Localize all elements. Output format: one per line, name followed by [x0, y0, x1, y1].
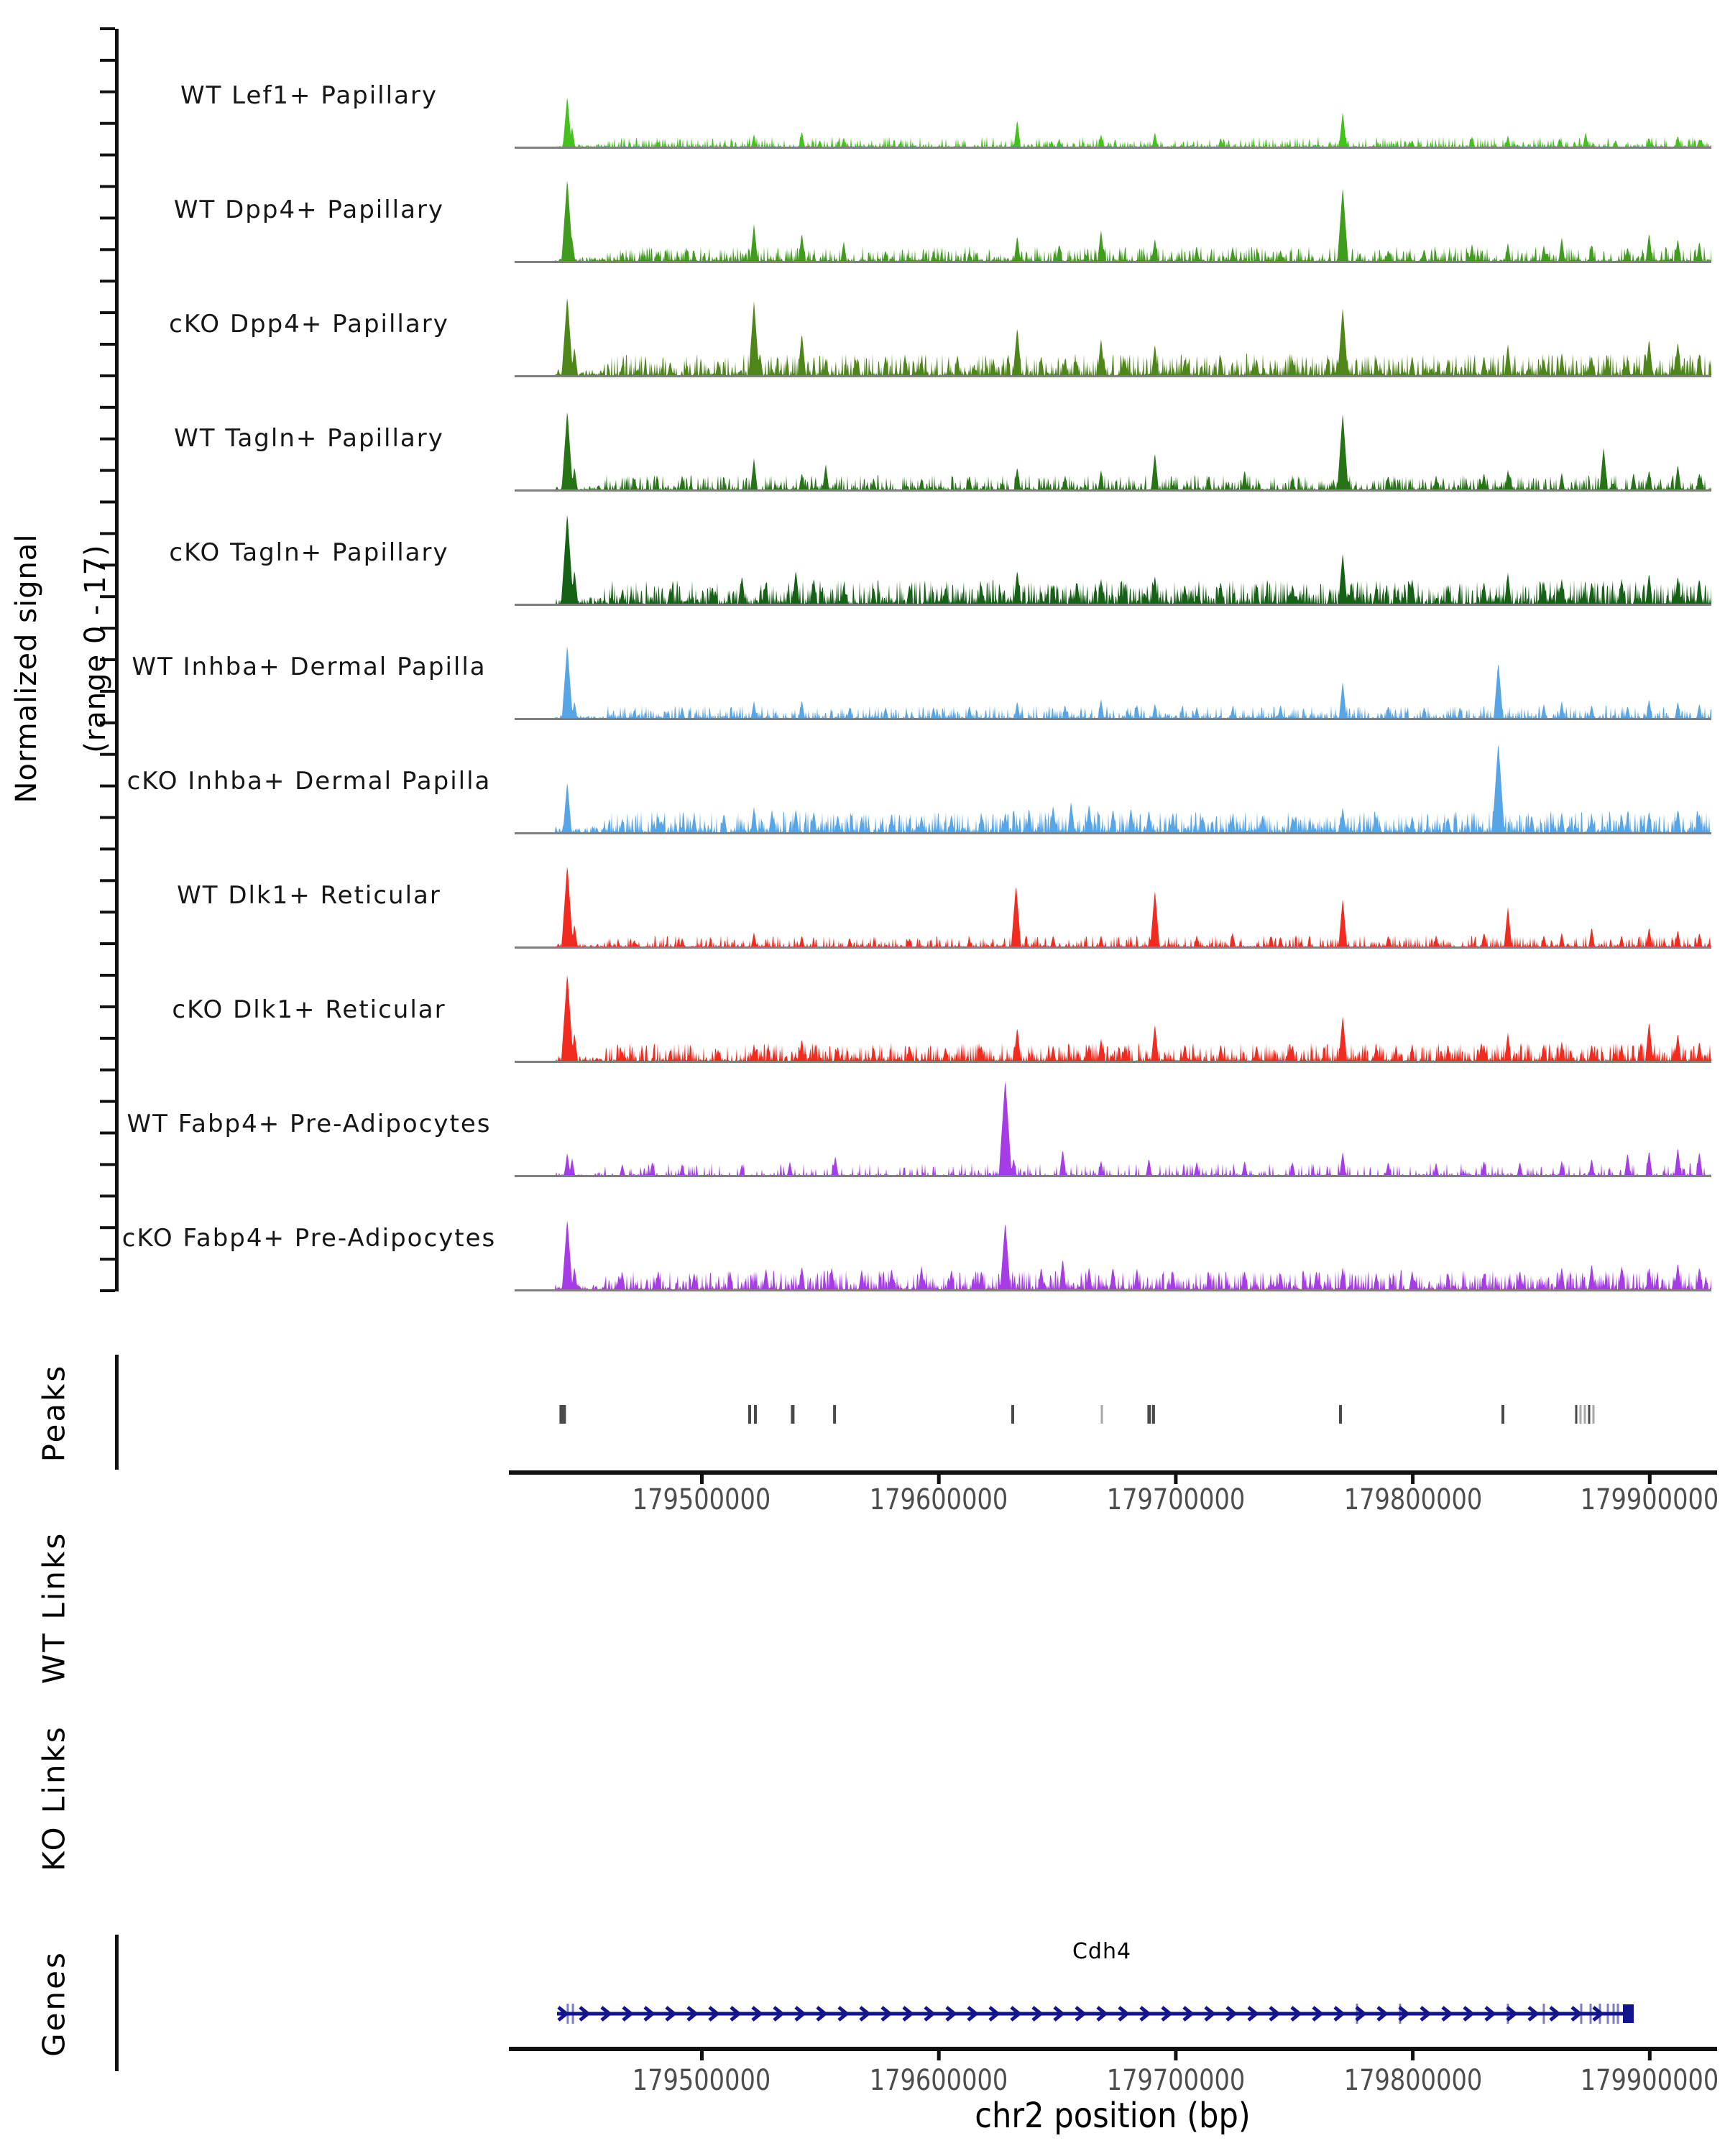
signal-area: [515, 745, 1711, 833]
gene-exon-tick: [1590, 2004, 1592, 2024]
signal-axis-tick: [100, 974, 115, 977]
axis2-tick-179800000: 179800000: [1343, 2064, 1482, 2097]
axis1-tick-179900000: 179900000: [1581, 1483, 1719, 1516]
track-label-cko-inhba-dp: cKO Inhba+ Dermal Papilla: [126, 767, 492, 796]
x-axis-title: chr2 position (bp): [975, 2096, 1251, 2136]
signal-axis-tick: [100, 816, 115, 819]
track-baseline: [515, 261, 1711, 263]
signal-axis-tick: [100, 1163, 115, 1166]
signal-area: [515, 975, 1711, 1061]
signal-area: [515, 298, 1711, 377]
gene-end-block: [1623, 2004, 1634, 2023]
axis1-tick-179700000: 179700000: [1106, 1483, 1246, 1516]
track-label-wt-lef1-papillary: WT Lef1+ Papillary: [180, 81, 438, 110]
peak-mark: [1588, 1405, 1591, 1424]
track-baseline: [515, 946, 1711, 949]
peak-mark: [1501, 1405, 1504, 1424]
gene-exon-tick: [1607, 2004, 1609, 2024]
x-axis2-tick: [1174, 2051, 1177, 2060]
signal-area: [515, 515, 1711, 604]
signal-axis-tick: [100, 343, 115, 346]
y-axis-label-line2: (range 0 - 17): [79, 544, 112, 753]
signal-area: [515, 1220, 1711, 1290]
gene-exon-tick: [1613, 2004, 1615, 2024]
genome-browser-figure: Normalized signal (range 0 - 17) WT Lef1+ Papillary WT Dpp4+ Papillary cKO Dpp4+ Papillary WT Tagln+ Papillary cKO Tagln+ Papillary WT Inhba+ Dermal Papilla cKO Inhba+ Dermal Papilla WT Dlk1+ Reticular cKO Dlk1+ Reticular WT Fabp4+ Pre-Adipocytes cKO Fabp4+ Pre-Adipocytes Peaks WT Links KO Links Genes 179500000 179600000 179700000 179800000 179900000 Cdh4 179500000 179600000 179700000 179800000 179900000 chr2 position (bp): [0, 0, 1725, 2156]
gene-exon-tick: [1399, 2004, 1401, 2024]
gene-exon-tick: [566, 2004, 569, 2024]
track-baseline: [515, 604, 1711, 606]
peak-mark: [1101, 1405, 1103, 1424]
signal-axis-tick: [100, 1289, 115, 1292]
gene-exon-tick: [1506, 2004, 1509, 2024]
signal-axis-tick: [100, 1100, 115, 1103]
axis2-tick-179600000: 179600000: [869, 2064, 1008, 2097]
x-axis2-tick: [1648, 2051, 1652, 2060]
genes-bracket-line: [115, 1935, 119, 2071]
gene-exon-tick: [572, 2004, 574, 2024]
track-label-cko-tagln-papillary: cKO Tagln+ Papillary: [169, 538, 449, 567]
peak-mark: [1593, 1405, 1595, 1424]
gene-exon-tick: [1599, 2004, 1601, 2024]
track-label-cko-dpp4-papillary: cKO Dpp4+ Papillary: [169, 310, 449, 338]
signal-area: [515, 98, 1711, 147]
signal-area: [515, 1082, 1711, 1176]
signal-axis-tick: [100, 122, 115, 125]
signal-axis-tick: [100, 1037, 115, 1040]
signal-axis-tick: [100, 1258, 115, 1261]
peak-mark: [1339, 1405, 1342, 1424]
signal-axis-tick: [100, 1069, 115, 1072]
signal-axis-tick: [100, 942, 115, 945]
x-axis2-tick: [937, 2051, 941, 2060]
peak-mark: [791, 1405, 794, 1424]
signal-axis-tick: [100, 59, 115, 62]
peak-mark: [1147, 1405, 1151, 1424]
signal-axis-tick: [100, 185, 115, 188]
track-label-cko-dlk1-reticular: cKO Dlk1+ Reticular: [172, 995, 446, 1024]
signal-axis-tick: [100, 847, 115, 850]
peak-mark: [1580, 1405, 1582, 1424]
track-baseline: [515, 375, 1711, 377]
gene-exon-tick: [1356, 2004, 1358, 2024]
peak-mark: [1576, 1405, 1578, 1424]
axis2-tick-179500000: 179500000: [632, 2064, 771, 2097]
axis1-tick-179800000: 179800000: [1343, 1483, 1482, 1516]
gene-name-cdh4: Cdh4: [1072, 1939, 1132, 1964]
peak-mark: [833, 1405, 836, 1424]
peaks-bracket-line: [115, 1355, 119, 1470]
gene-exon-tick: [1581, 2004, 1583, 2024]
signal-axis-tick: [100, 374, 115, 377]
track-baseline: [515, 1289, 1711, 1291]
signal-axis-tick: [100, 1194, 115, 1197]
signal-axis-tick: [100, 469, 115, 472]
track-label-wt-dlk1-reticular: WT Dlk1+ Reticular: [177, 881, 441, 910]
peak-mark: [748, 1405, 751, 1424]
track-baseline: [515, 1061, 1711, 1063]
signal-area: [515, 646, 1711, 719]
peak-mark: [1152, 1405, 1155, 1424]
track-label-wt-dpp4-papillary: WT Dpp4+ Papillary: [173, 195, 445, 224]
signal-area: [515, 867, 1711, 947]
track-baseline: [515, 147, 1711, 149]
signal-axis-tick: [100, 248, 115, 251]
signal-axis-tick: [100, 406, 115, 409]
x-axis1-line: [509, 1470, 1717, 1475]
gene-exon-tick: [1542, 2004, 1545, 2024]
peak-mark: [1011, 1405, 1014, 1424]
x-axis2-tick: [700, 2051, 704, 2060]
gene-exon-tick: [1617, 2004, 1619, 2024]
track-baseline: [515, 489, 1711, 492]
axis1-tick-179600000: 179600000: [869, 1483, 1008, 1516]
track-label-wt-fabp4-preadip: WT Fabp4+ Pre-Adipocytes: [126, 1110, 492, 1138]
signal-area: [515, 413, 1711, 491]
x-axis2-line: [509, 2047, 1717, 2051]
signal-axis-tick: [100, 280, 115, 282]
y-axis-label-line1: Normalized signal: [10, 533, 43, 803]
axis1-tick-179500000: 179500000: [632, 1483, 771, 1516]
signal-axis-tick: [100, 501, 115, 504]
track-label-wt-inhba-dp: WT Inhba+ Dermal Papilla: [132, 653, 487, 681]
signal-axis-tick: [100, 154, 115, 157]
track-label-wt-tagln-papillary: WT Tagln+ Papillary: [174, 424, 444, 453]
track-label-cko-fabp4-preadip: cKO Fabp4+ Pre-Adipocytes: [121, 1224, 497, 1253]
track-baseline: [515, 1175, 1711, 1177]
peak-mark: [1584, 1405, 1586, 1424]
peak-mark: [754, 1405, 757, 1424]
x-axis2-tick: [1411, 2051, 1414, 2060]
peak-mark: [559, 1405, 566, 1424]
axis2-tick-179900000: 179900000: [1581, 2064, 1719, 2097]
signal-area: [515, 181, 1711, 262]
axis2-tick-179700000: 179700000: [1106, 2064, 1246, 2097]
track-baseline: [515, 832, 1711, 834]
track-baseline: [515, 718, 1711, 720]
signal-axis-tick: [100, 27, 115, 30]
